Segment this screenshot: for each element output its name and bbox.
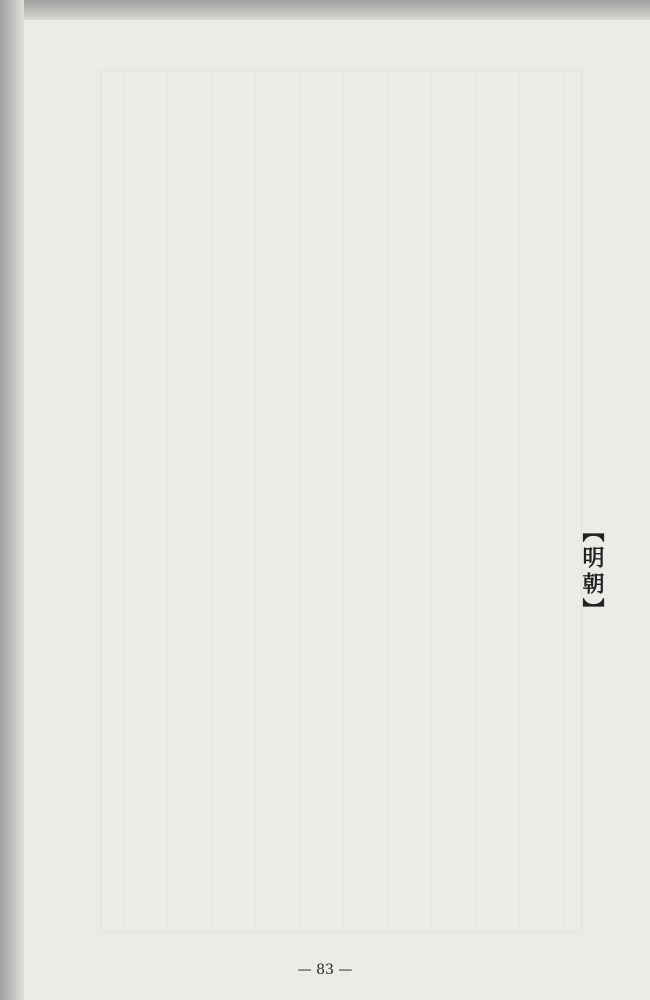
text-area <box>100 70 582 932</box>
section-title: 【明朝】 <box>579 520 605 624</box>
page-number: — 83 — <box>297 962 353 978</box>
